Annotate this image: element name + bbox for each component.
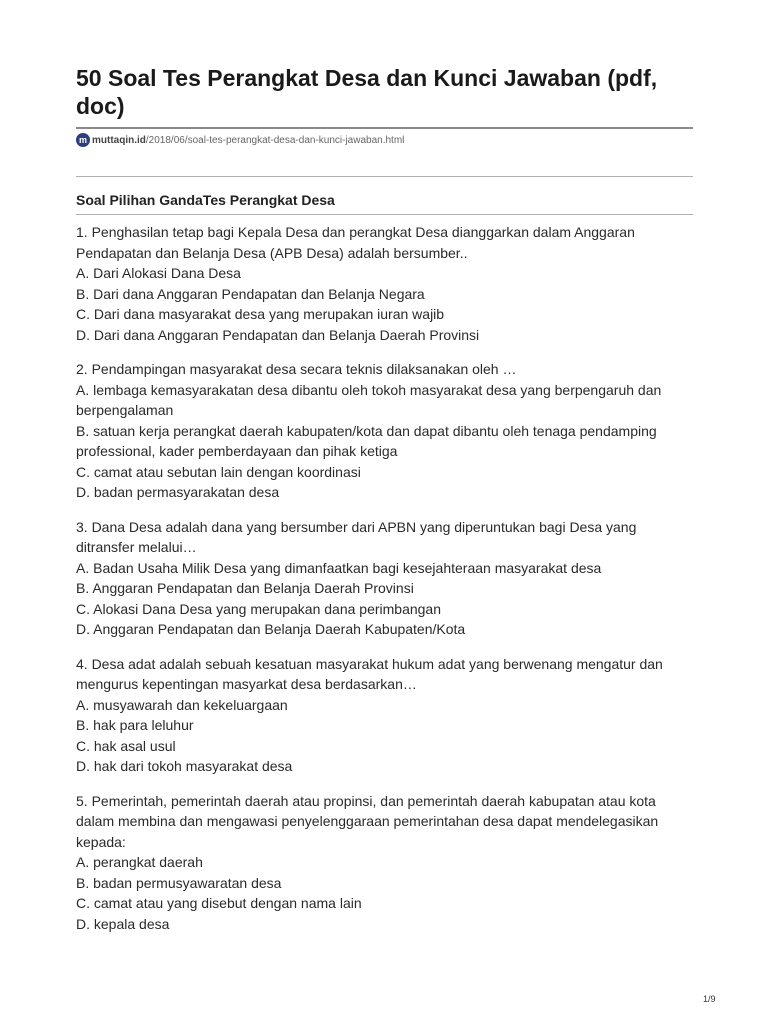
answer-option: D. hak dari tokoh masyarakat desa [76, 758, 293, 774]
question-stem: 1. Penghasilan tetap bagi Kepala Desa dan perangkat Desa dianggarkan dalam Anggaran Pendapatan dan Belanja Desa (APB Desa) adalah bersumber.. [76, 224, 635, 261]
question-stem: 3. Dana Desa adalah dana yang bersumber dari APBN yang diperuntukan bagi Desa yang ditransfer melalui… [76, 518, 637, 555]
question-item [76, 791, 693, 935]
question-stem: 2. Pendampingan masyarakat desa secara teknis dilaksanakan oleh … [76, 361, 517, 377]
answer-option: C. Dari dana masyarakat desa yang merupakan iuran wajib [76, 306, 445, 322]
source-domain[interactable]: muttaqin.id [92, 134, 146, 146]
answer-option: D. badan permasyarakatan desa [76, 484, 280, 500]
answer-option: B. satuan kerja perangkat daerah kabupaten/kota dan dapat dibantu oleh tenaga pendamping professional, kader pemberdayaan dan pihak ketiga [76, 422, 657, 459]
answer-option: C. Alokasi Dana Desa yang merupakan dana perimbangan [76, 600, 442, 617]
answer-option: A. Dari Alokasi Dana Desa [76, 265, 241, 281]
answer-option: B. Anggaran Pendapatan dan Belanja Daerah Provinsi [76, 580, 414, 596]
answer-option: A. lembaga kemasyarakatan desa dibantu oleh tokoh masyarakat desa yang berpengaruh dan berpengalaman [76, 381, 662, 418]
section-divider-top [76, 176, 693, 177]
question-item [76, 517, 693, 640]
answer-option: B. badan permusyawaratan desa [76, 874, 282, 891]
answer-option: D. kepala desa [76, 915, 170, 932]
answer-option: A. perangkat daerah [76, 854, 203, 870]
title-divider [76, 127, 693, 129]
answer-option: C. camat atau sebutan lain dengan koordinasi [76, 463, 361, 480]
site-logo-icon: m [76, 133, 90, 147]
question-stem: 4. Desa adat adalah sebuah kesatuan masyarakat hukum adat yang berwenang mengatur dan mengurus kepentingan masyarkat desa berdasarkan… [76, 655, 663, 692]
page-number: 1/9 [703, 994, 716, 1004]
answer-option: B. hak para leluhur [76, 717, 194, 733]
question-item [76, 222, 693, 345]
source-path[interactable]: /2018/06/soal-tes-perangkat-desa-dan-kunci-jawaban.html [145, 134, 405, 146]
section-heading: Soal Pilihan GandaTes Perangkat Desa [76, 192, 335, 208]
answer-option: D. Dari dana Anggaran Pendapatan dan Belanja Daerah Provinsi [76, 326, 480, 343]
answer-option: B. Dari dana Anggaran Pendapatan dan Belanja Negara [76, 285, 425, 302]
question-item [76, 654, 693, 777]
question-list [76, 222, 693, 948]
answer-option: C. hak asal usul [76, 737, 176, 754]
section-divider-bottom [76, 214, 693, 215]
answer-option: A. musyawarah dan kekeluargaan [76, 696, 288, 713]
source-link[interactable] [76, 132, 404, 148]
question-stem: 5. Pemerintah, pemerintah daerah atau propinsi, dan pemerintah daerah kabupatan atau kota dalam membina dan mengawasi penyelenggaraan pemerintahan desa dapat mendelegasikan kepada: [76, 792, 659, 850]
question-item [76, 359, 693, 503]
answer-option: A. Badan Usaha Milik Desa yang dimanfaatkan bagi kesejahteraan masyarakat desa [76, 559, 602, 576]
answer-option: D. Anggaran Pendapatan dan Belanja Daerah Kabupaten/Kota [76, 621, 466, 637]
answer-option: C. camat atau yang disebut dengan nama lain [76, 895, 362, 911]
document-title: 50 Soal Tes Perangkat Desa dan Kunci Jawaban (pdf, doc) [76, 65, 658, 119]
